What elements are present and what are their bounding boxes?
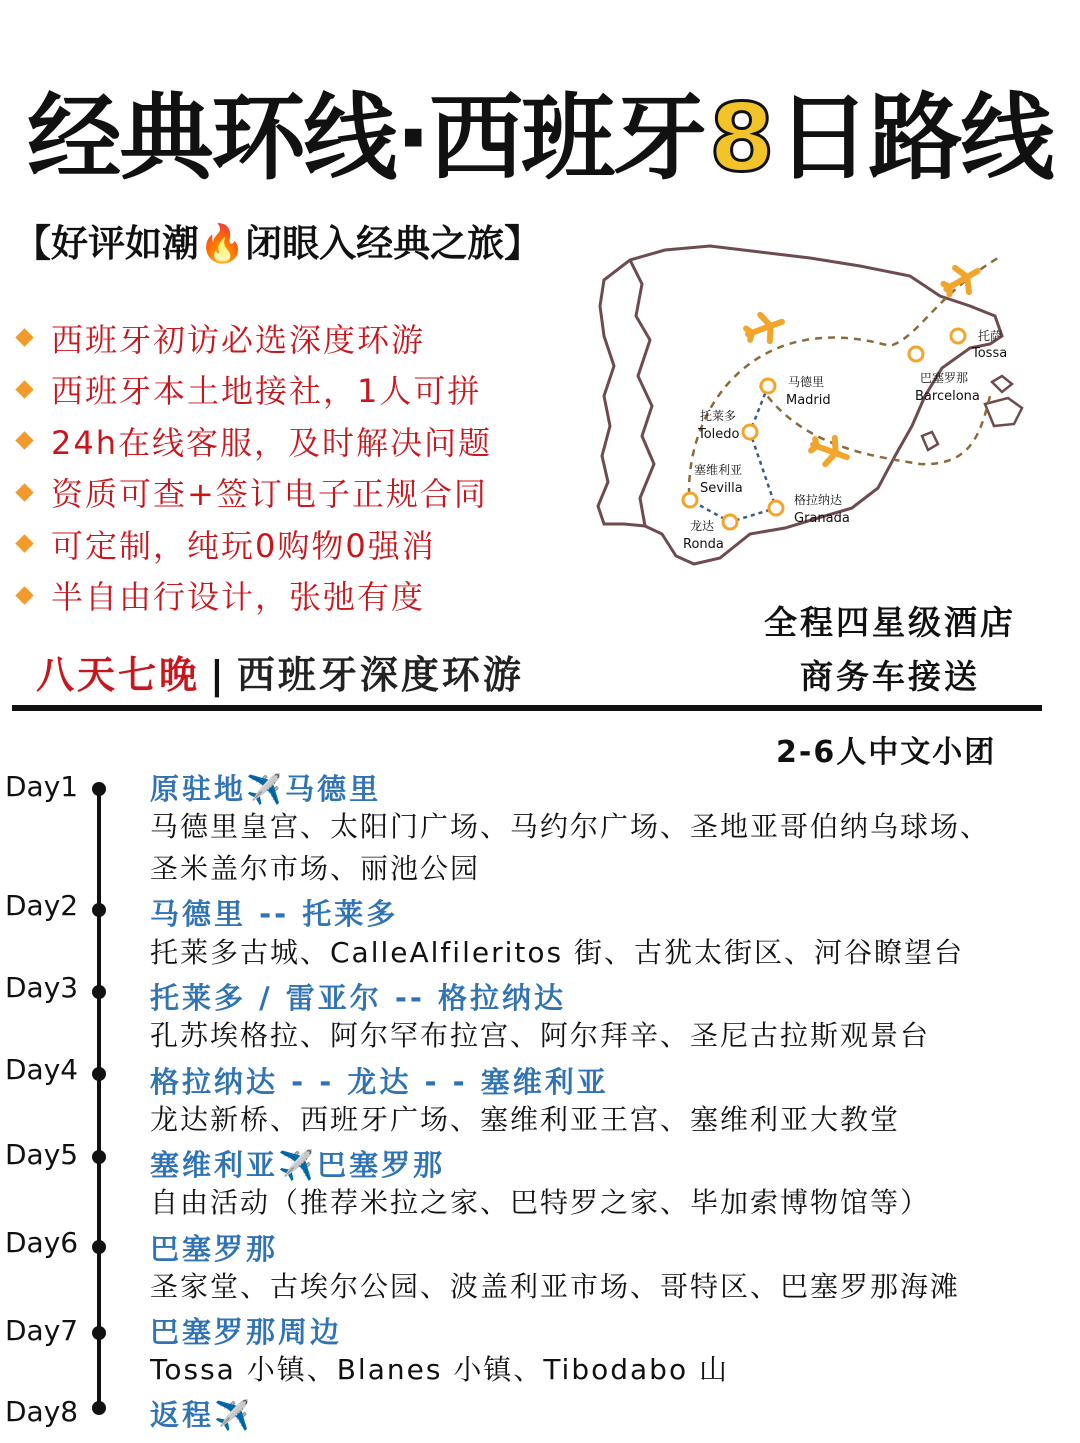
feature-item (18, 415, 492, 467)
day-route: 巴塞罗那 (150, 1232, 279, 1266)
feature-text: 西班牙本土地接社，1人可拼 (51, 372, 482, 411)
feature-item (18, 467, 492, 519)
feature-list (18, 312, 492, 621)
city-marker-sevilla (683, 493, 697, 507)
timeline-line (97, 790, 101, 1410)
fire-icon: 🔥 (199, 222, 246, 265)
timeline-dot (92, 1067, 106, 1081)
title-part1: 经典环线·西班牙 (27, 84, 706, 193)
subtitle (14, 213, 541, 267)
day-label: Day5 (5, 1138, 79, 1171)
city-marker-tossa (951, 329, 965, 343)
city-marker-granada (769, 501, 783, 515)
diamond-bullet-icon (15, 432, 33, 450)
day-route: 格拉纳达 - - 龙达 - - 塞维利亚 (150, 1065, 609, 1099)
title-number: 8 (709, 84, 773, 193)
city-label-en: Ronda (683, 537, 724, 552)
city-label-en: Barcelona (915, 389, 980, 404)
feature-item (18, 570, 492, 622)
day-label: Day6 (5, 1226, 79, 1259)
diamond-bullet-icon (15, 483, 33, 501)
city-marker-madrid (761, 379, 775, 393)
feature-text: 资质可查+签订电子正规合同 (51, 475, 488, 514)
feature-text: 半自由行设计，张弛有度 (51, 578, 426, 617)
city-label-cn: 托莱多 (700, 409, 737, 423)
city-label-cn: 塞维利亚 (694, 463, 743, 477)
day-sights: 自由活动（推荐米拉之家、巴特罗之家、毕加索博物馆等） (150, 1186, 931, 1219)
timeline-dot (92, 1240, 106, 1254)
city-label-cn: 格拉纳达 (794, 493, 843, 507)
timeline-dot (92, 985, 106, 999)
page-title (0, 62, 1080, 197)
day-sights: 圣家堂、古埃尔公园、波盖利亚市场、哥特区、巴塞罗那海滩 (150, 1270, 961, 1303)
day-label: Day3 (5, 971, 79, 1004)
day-route: 巴塞罗那周边 (150, 1315, 343, 1349)
timeline-dot (92, 903, 106, 917)
day-label: Day8 (5, 1395, 79, 1428)
day-sights: 孔苏埃格拉、阿尔罕布拉宫、阿尔拜辛、圣尼古拉斯观景台 (150, 1019, 931, 1052)
trip-theme: 西班牙深度环游 (236, 653, 524, 697)
city-label-cn: 巴塞罗那 (920, 371, 969, 385)
city-label-en: Tossa (972, 346, 1008, 361)
city-label-cn: 龙达 (690, 519, 715, 533)
city-marker-ronda (723, 515, 737, 529)
diamond-bullet-icon (15, 535, 33, 553)
day-label: Day1 (5, 770, 79, 803)
city-label-en: Toledo (698, 427, 740, 442)
day-sights: 托莱多古城、CalleAlfileritos 街、古犹太街区、河谷瞭望台 (150, 936, 964, 969)
subtitle-close: 闭眼入经典之旅】 (245, 222, 542, 265)
day-sights: Tossa 小镇、Blanes 小镇、Tibodabo 山 (150, 1353, 729, 1386)
service-highlights (740, 596, 1040, 704)
subtitle-open: 【好评如潮 (14, 222, 199, 265)
diamond-bullet-icon (15, 380, 33, 398)
feature-item (18, 312, 492, 364)
headline-separator: | (210, 653, 227, 697)
minorca-island (992, 376, 1012, 392)
transport-line: 商务车接送 (800, 657, 980, 696)
feature-text: 24h在线客服，及时解决问题 (51, 423, 493, 462)
title-part2: 日路线 (776, 84, 1053, 193)
plane-icon (939, 259, 984, 301)
day-label: Day4 (5, 1053, 79, 1086)
trip-headline (36, 644, 524, 699)
city-label-en: Granada (794, 511, 850, 526)
city-label-en: Madrid (786, 393, 831, 408)
day-route: 返程✈️ (150, 1398, 254, 1432)
day-route: 原驻地✈️马德里 (150, 772, 382, 806)
feature-item (18, 518, 492, 570)
feature-text: 西班牙初访必选深度环游 (51, 320, 426, 359)
hotel-line: 全程四星级酒店 (764, 603, 1016, 642)
city-label-cn: 马德里 (788, 375, 825, 389)
day-sights: 马德里皇宫、太阳门广场、马约尔广场、圣地亚哥伯纳乌球场、 (150, 810, 991, 843)
timeline-dot (92, 1150, 106, 1164)
city-label-en: Sevilla (700, 481, 743, 496)
day-route: 马德里 -- 托莱多 (150, 897, 399, 931)
city-label-cn: 托萨 (978, 329, 1003, 343)
ibiza-island (922, 432, 938, 450)
city-marker-toledo (743, 425, 757, 439)
day-label: Day7 (5, 1314, 79, 1347)
city-marker-barcelona (909, 347, 923, 361)
day-sights: 圣米盖尔市场、丽池公园 (150, 852, 481, 885)
day-sights: 龙达新桥、西班牙广场、塞维利亚王宫、塞维利亚大教堂 (150, 1103, 901, 1136)
day-route: 托莱多 / 雷亚尔 -- 格拉纳达 (150, 981, 567, 1015)
day-route: 塞维利亚✈️巴塞罗那 (150, 1148, 446, 1182)
section-divider (12, 705, 1042, 711)
mallorca-island (985, 398, 1022, 426)
spain-route-map (590, 236, 1030, 576)
feature-text: 可定制，纯玩0购物0强消 (51, 526, 436, 565)
feature-item (18, 364, 492, 416)
timeline-dot (92, 782, 106, 796)
trip-duration: 八天七晚 (36, 653, 201, 697)
diamond-bullet-icon (15, 329, 33, 347)
day-label: Day2 (5, 889, 79, 922)
diamond-bullet-icon (15, 586, 33, 604)
timeline-dot (92, 1401, 106, 1415)
group-size: 2-6人中文小团 (776, 735, 997, 770)
timeline-dot (92, 1326, 106, 1340)
